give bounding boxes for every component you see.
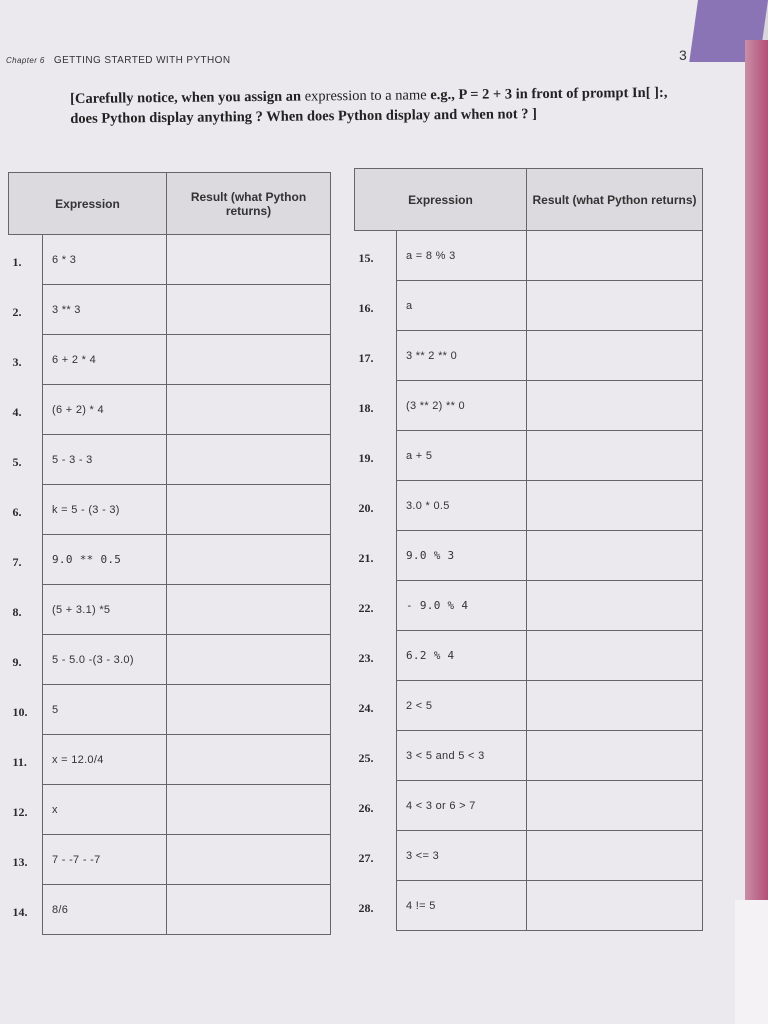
expression-cell: 5 <box>43 685 167 735</box>
expression-cell: 3 ** 2 ** 0 <box>397 331 527 381</box>
result-cell[interactable] <box>527 581 703 631</box>
table-row <box>355 231 703 281</box>
row-number: 19. <box>358 450 374 465</box>
table-row <box>9 585 331 635</box>
row-number: 8. <box>12 604 22 619</box>
result-cell[interactable] <box>167 285 331 335</box>
column-header-result: Result (what Python returns) <box>527 169 703 231</box>
result-cell[interactable] <box>527 381 703 431</box>
row-number: 9. <box>12 654 22 669</box>
expression-cell: 8/6 <box>43 885 167 935</box>
row-number: 10. <box>12 704 28 719</box>
page-number: 3 <box>679 47 687 63</box>
table-row <box>355 381 703 431</box>
row-number: 2. <box>12 304 22 319</box>
row-number: 14. <box>12 904 28 919</box>
column-header-expression: Expression <box>9 173 167 235</box>
expression-cell: 9.0 % 3 <box>397 531 527 581</box>
result-cell[interactable] <box>527 831 703 881</box>
row-number: 15. <box>358 251 374 265</box>
chapter-prefix: Chapter 6 <box>6 56 45 65</box>
row-number: 16. <box>358 300 374 315</box>
result-cell[interactable] <box>167 535 331 585</box>
result-cell[interactable] <box>527 231 703 281</box>
expression-cell: 3 <= 3 <box>397 831 527 881</box>
table-row <box>355 831 703 881</box>
note-part-4: in front of prompt In[ ]:, does Python display anything ? When does Python display and when not ? ] <box>70 84 668 127</box>
table-row <box>9 285 331 335</box>
expression-cell: 5 - 5.0 -(3 - 3.0) <box>43 635 167 685</box>
result-cell[interactable] <box>167 885 331 935</box>
expression-cell: 3 ** 3 <box>43 285 167 335</box>
result-cell[interactable] <box>527 531 703 581</box>
table-row <box>355 681 703 731</box>
result-cell[interactable] <box>167 235 331 285</box>
table-row <box>9 885 331 935</box>
table-row <box>9 235 331 285</box>
row-number: 24. <box>358 700 374 715</box>
expression-cell: (5 + 3.1) *5 <box>43 585 167 635</box>
row-number: 27. <box>358 850 374 865</box>
result-cell[interactable] <box>527 631 703 681</box>
expression-cell: 9.0 ** 0.5 <box>43 535 167 585</box>
row-number: 6. <box>12 504 22 519</box>
expression-cell: 2 < 5 <box>397 681 527 731</box>
expression-cell: (6 + 2) * 4 <box>43 385 167 435</box>
expression-cell: 5 - 3 - 3 <box>43 435 167 485</box>
table-row <box>355 331 703 381</box>
table-row <box>355 581 703 631</box>
background-edge <box>745 40 768 900</box>
result-cell[interactable] <box>527 731 703 781</box>
result-cell[interactable] <box>527 431 703 481</box>
result-cell[interactable] <box>527 881 703 931</box>
table-row <box>9 485 331 535</box>
expression-cell: 4 < 3 or 6 > 7 <box>397 781 527 831</box>
table-row <box>9 835 331 885</box>
row-number: 11. <box>12 754 27 769</box>
expression-cell: x = 12.0/4 <box>43 735 167 785</box>
row-number: 21. <box>358 550 374 565</box>
expression-cell: - 9.0 % 4 <box>397 581 527 631</box>
note-part-2: expression to a name <box>300 87 431 105</box>
result-cell[interactable] <box>527 781 703 831</box>
chapter-title: GETTING STARTED WITH PYTHON <box>53 55 231 66</box>
expression-cell: a = 8 % 3 <box>397 231 527 281</box>
note-part-3: e.g., P = 2 + 3 <box>430 86 513 104</box>
table-row <box>9 685 331 735</box>
expression-cell: a + 5 <box>397 431 527 481</box>
table-row <box>9 385 331 435</box>
result-cell[interactable] <box>167 335 331 385</box>
row-number: 22. <box>358 600 374 615</box>
result-cell[interactable] <box>167 685 331 735</box>
result-cell[interactable] <box>167 735 331 785</box>
table-row <box>9 735 331 785</box>
expressions-table-left <box>8 172 331 935</box>
column-header-expression: Expression <box>355 169 527 231</box>
result-cell[interactable] <box>167 835 331 885</box>
row-number: 23. <box>358 650 374 665</box>
column-header-result: Result (what Python returns) <box>167 173 331 235</box>
result-cell[interactable] <box>167 385 331 435</box>
row-number: 17. <box>358 350 374 365</box>
expression-cell: 3 < 5 and 5 < 3 <box>397 731 527 781</box>
row-number: 26. <box>358 800 374 815</box>
row-number: 28. <box>358 900 374 915</box>
row-number: 1. <box>12 255 22 269</box>
table-row <box>355 631 703 681</box>
result-cell[interactable] <box>167 585 331 635</box>
table-row <box>9 335 331 385</box>
expression-cell: 3.0 * 0.5 <box>397 481 527 531</box>
result-cell[interactable] <box>527 331 703 381</box>
expression-cell: x <box>43 785 167 835</box>
instruction-note <box>70 83 678 129</box>
result-cell[interactable] <box>167 435 331 485</box>
running-header <box>6 55 230 66</box>
expression-cell: 4 != 5 <box>397 881 527 931</box>
row-number: 20. <box>358 500 374 515</box>
result-cell[interactable] <box>527 481 703 531</box>
result-cell[interactable] <box>527 281 703 331</box>
row-number: 4. <box>12 404 22 419</box>
expression-cell: a <box>397 281 527 331</box>
expression-cell: k = 5 - (3 - 3) <box>43 485 167 535</box>
row-number: 12. <box>12 804 28 819</box>
expressions-table-right <box>354 168 703 931</box>
expression-cell: 6.2 % 4 <box>397 631 527 681</box>
table-row <box>355 481 703 531</box>
result-cell[interactable] <box>527 681 703 731</box>
table-row <box>355 731 703 781</box>
result-cell[interactable] <box>167 485 331 535</box>
row-number: 18. <box>358 400 374 415</box>
table-row <box>9 785 331 835</box>
expression-cell: 6 + 2 * 4 <box>43 335 167 385</box>
result-cell[interactable] <box>167 635 331 685</box>
table-row <box>355 531 703 581</box>
table-row <box>355 781 703 831</box>
table-row <box>355 881 703 931</box>
row-number: 3. <box>12 354 22 369</box>
table-row <box>9 635 331 685</box>
expression-cell: 7 - -7 - -7 <box>43 835 167 885</box>
row-number: 5. <box>12 454 22 469</box>
row-number: 13. <box>12 854 28 869</box>
row-number: 7. <box>12 554 22 569</box>
background-edge-bottom <box>735 900 768 1024</box>
expression-cell: 6 * 3 <box>43 235 167 285</box>
table-row <box>355 281 703 331</box>
note-part-1: [Carefully notice, when you assign an <box>70 88 302 107</box>
row-number: 25. <box>358 750 374 765</box>
table-row <box>9 535 331 585</box>
table-row <box>355 431 703 481</box>
table-row <box>9 435 331 485</box>
result-cell[interactable] <box>167 785 331 835</box>
expression-cell: (3 ** 2) ** 0 <box>397 381 527 431</box>
